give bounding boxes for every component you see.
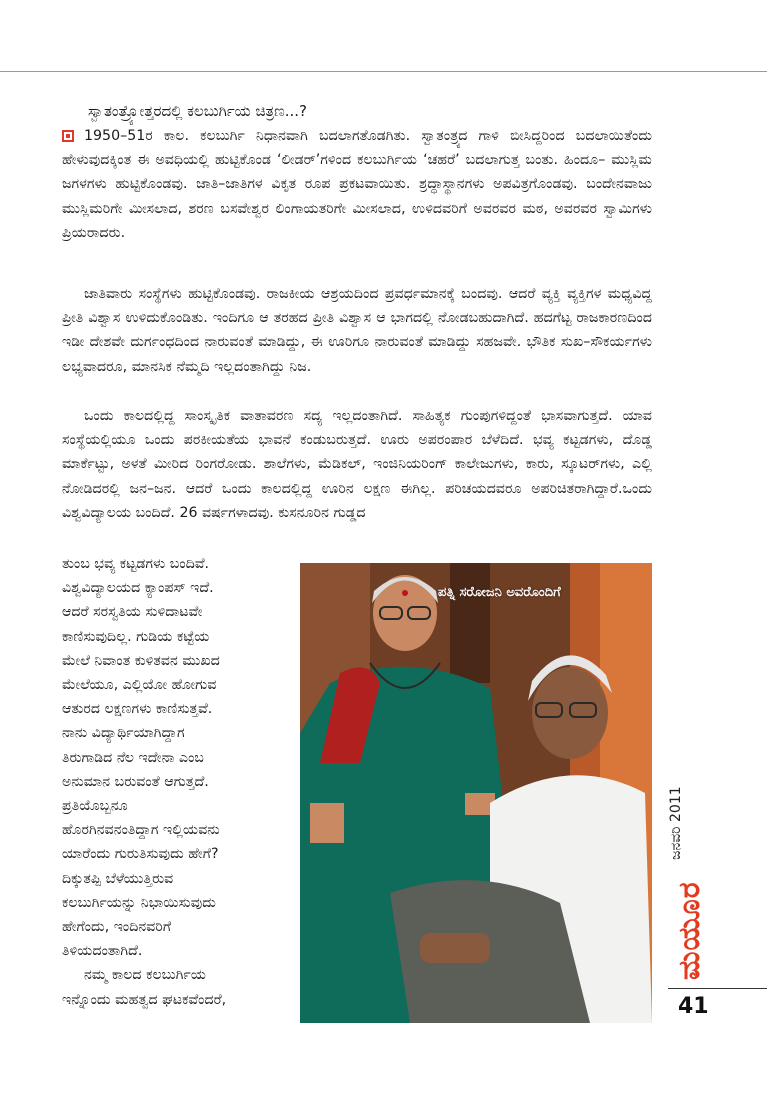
top-rule xyxy=(0,71,767,72)
paragraph-3 xyxy=(62,404,652,525)
paragraph-3-text: ಒಂದು ಕಾಲದಲ್ಲಿದ್ದ ಸಾಂಸ್ಕೃತಿಕ ವಾತಾವರಣ ಸದ್ಯ ಇಲ್ಲದಂತಾಗಿದೆ. ಸಾಹಿತ್ಯಕ ಗುಂಪುಗಳಿದ್ದಂತೆ ಭಾಸವಾಗುತ್ತದೆ. ಯಾವ ಸಂಸ್ಥೆಯಲ್ಲಿಯೂ ಒಂದು ಪರಕೀಯತೆಯ ಭಾವನೆ ಕಂಡುಬರುತ್ತದೆ. ಊರು ಅಪರಂಪಾರ ಬೆಳೆದಿದೆ. ಭವ್ಯ ಕಟ್ಟಡಗಳು, ದೊಡ್ಡ ಮಾರ್ಕೆಟ್ಟು, ಅಳತೆ ಮೀರಿದ ರಿಂಗರೋಡು. ಶಾಲೆಗಳು, ಮೆಡಿಕಲ್, ಇಂಜಿನಿಯರಿಂಗ್ ಕಾಲೇಜುಗಳು, ಕಾರು, ಸ್ಕೂಟರ್‌ಗಳು, ಎಲ್ಲಿ ನೋಡಿದರಲ್ಲಿ ಜನ–ಜನ. ಆದರೆ ಒಂದು ಕಾಲದಲ್ಲಿದ್ದ ಊರಿನ ಲಕ್ಷಣ ಈಗಿಲ್ಲ. ಪರಿಚಯದವರೂ ಅಪರಿಚಿತರಾಗಿದ್ದಾರೆ.ಒಂದು ವಿಶ್ವವಿದ್ಯಾಲಯ ಬಂದಿದೆ. 26 ವರ್ಷಗಳಾದವು. ಕುಸನೂರಿನ ಗುಡ್ಡದ xyxy=(62,408,652,521)
column-line: ಆತುರದ ಲಕ್ಷಣಗಳು ಕಾಣಿಸುತ್ತವೆ. xyxy=(62,701,213,718)
column-line: ನಮ್ಮ ಕಾಲದ ಕಲಬುರ್ಗಿಯ xyxy=(84,967,207,984)
left-column-text xyxy=(62,552,284,1012)
photo-caption: ಪತ್ನಿ ಸರೋಜನಿ ಅವರೊಂದಿಗೆ xyxy=(438,585,561,600)
paragraph-2 xyxy=(62,282,652,379)
column-line: ತಿರುಗಾಡಿದ ನೆಲ ಇದೇನಾ ಎಂಬ xyxy=(62,749,204,766)
column-line: ಮೇಲೆ ನಿವಾಂತ ಕುಳಿತವನ ಮುಖದ xyxy=(62,652,220,669)
paragraph-2-text: ಜಾತಿವಾರು ಸಂಸ್ಥೆಗಳು ಹುಟ್ಟಿಕೊಂಡವು. ರಾಜಕೀಯ ಆಶ್ರಯದಿಂದ ಪ್ರವರ್ಧಮಾನಕ್ಕೆ ಬಂದವು. ಆದರೆ ವ್ಯಕ್ತಿ ವ್ಯಕ್ತಿಗಳ ಮಧ್ಯವಿದ್ದ ಪ್ರೀತಿ ವಿಶ್ವಾಸ ಉಳಿದುಕೊಂಡಿತು. ಇಂದಿಗೂ ಆ ತರಹದ ಪ್ರೀತಿ ವಿಶ್ವಾಸ ಆ ಭಾಗದಲ್ಲಿ ನೋಡಬಹುದಾಗಿದೆ. ಹದಗೆಟ್ಟ ರಾಜಕಾರಣದಿಂದ ಇಡೀ ದೇಶವೇ ದುರ್ಗಂಧದಿಂದ ನಾರುವಂತೆ ಮಾಡಿದ್ದು, ಈ ಊರಿಗೂ ನಾರುವಂತೆ ಮಾಡಿದ್ದು ಸಹಜವೇ. ಭೌತಿಕ ಸುಖ–ಸೌಕರ್ಯಗಳು ಲಭ್ಯವಾದರೂ, ಮಾನಸಿಕ ನೆಮ್ಮದಿ ಇಲ್ಲದಂತಾಗಿದ್ದು ನಿಜ. xyxy=(62,286,652,375)
column-line: ಅನುಮಾನ ಬರುವಂತೆ ಆಗುತ್ತದೆ. xyxy=(62,773,209,790)
column-line: ಕಲಬುರ್ಗಿಯನ್ನು ನಿಭಾಯಿಸುವುದು xyxy=(62,894,216,911)
column-line: ತುಂಬ ಭವ್ಯ ಕಟ್ಟಡಗಳು ಬಂದಿವೆ. xyxy=(62,556,210,572)
column-line: ವಿಶ್ವವಿದ್ಯಾಲಯದ ಕ್ಯಾಂಪಸ್ ಇದೆ. xyxy=(62,580,214,597)
column-line: ಮೇಲೆಯೂ, ಎಲ್ಲಿಯೋ ಹೋಗುವ xyxy=(62,677,217,694)
column-line: ಆದರೆ ಸರಸ್ವತಿಯ ಸುಳಿದಾಟವೇ xyxy=(62,604,203,621)
paragraph-marker-icon xyxy=(62,130,74,142)
column-line: ಯಾರೆಂದು ಗುರುತಿಸುವುದು ಹೇಗೆ? xyxy=(62,846,219,863)
section-heading: ಸ್ವಾತಂತ್ರ್ಯೋತ್ತರದಲ್ಲಿ ಕಲಬುರ್ಗಿಯ ಚಿತ್ರಣ...? xyxy=(88,102,308,120)
column-line: ನಾನು ವಿದ್ಯಾರ್ಥಿಯಾಗಿದ್ದಾಗ xyxy=(62,725,185,742)
column-line: ಪ್ರತಿಯೊಬ್ಬನೂ xyxy=(62,798,128,815)
paragraph-1-text: 1950–51ರ ಕಾಲ. ಕಲಬುರ್ಗಿ ನಿಧಾನವಾಗಿ ಬದಲಾಗತೊಡಗಿತು. ಸ್ವಾತಂತ್ರ್ಯದ ಗಾಳಿ ಬೀಸಿದ್ದರಿಂದ ಬದಲಾಯಿತೆಂದು ಹೇಳುವುದಕ್ಕಿಂತ ಈ ಅವಧಿಯಲ್ಲಿ ಹುಟ್ಟಿಕೊಂಡ ‘ಲೀಡರ್’ಗಳಿಂದ ಕಲಬುರ್ಗಿಯ ‘ಚಹರೆ’ ಬದಲಾಗುತ್ತ ಬಂತು. ಹಿಂದೂ– ಮುಸ್ಲಿಮ ಜಗಳಗಳು ಹುಟ್ಟಿಕೊಂಡವು. ಜಾತಿ–ಜಾತಿಗಳ ವಿಕೃತ ರೂಪ ಪ್ರಕಟವಾಯಿತು. ಶ್ರದ್ಧಾಸ್ಥಾನಗಳು ಅಪವಿತ್ರಗೊಂಡವು. ಬಂದೇನವಾಜು ಮುಸ್ಲಿಮರಿಗೇ ಮೀಸಲಾದ, ಶರಣ ಬಸವೇಶ್ವರ ಲಿಂಗಾಯತರಿಗೇ ಮೀಸಲಾದ, ಉಳಿದವರಿಗೆ ಅವರವರ ಮಠ, ಅವರವರ ಸ್ವಾಮಿಗಳು ಪ್ರಿಯರಾದರು. xyxy=(62,128,652,241)
magazine-logo: ಮಯೂರ xyxy=(672,881,707,980)
column-line: ಹೇಗೆಂದು, ಇಂದಿನವರಿಗೆ xyxy=(62,919,172,936)
column-line: ಇನ್ನೊಂದು ಮಹತ್ವದ ಘಟಕವೆಂದರೆ, xyxy=(62,991,227,1008)
page-number: 41 xyxy=(678,994,709,1019)
paragraph-1 xyxy=(62,124,652,245)
page-number-rule xyxy=(668,988,767,989)
column-line: ಹೊರಗಿನವನಂತಿದ್ದಾಗ ಇಲ್ಲಿಯವನು xyxy=(62,822,220,839)
couple-photo-illustration xyxy=(300,563,652,1023)
column-line: ಕಾಣಿಸುವುದಿಲ್ಲ. ಗುಡಿಯ ಕಟ್ಟೆಯ xyxy=(62,628,210,645)
column-line: ತಿಳಿಯದಂತಾಗಿದೆ. xyxy=(62,943,143,960)
issue-date: ಜನವರಿ 2011 xyxy=(668,786,684,860)
column-line: ದಿಕ್ಕುತಪ್ಪಿ ಬೆಳೆಯುತ್ತಿರುವ xyxy=(62,870,174,887)
couple-photo xyxy=(300,563,652,1023)
